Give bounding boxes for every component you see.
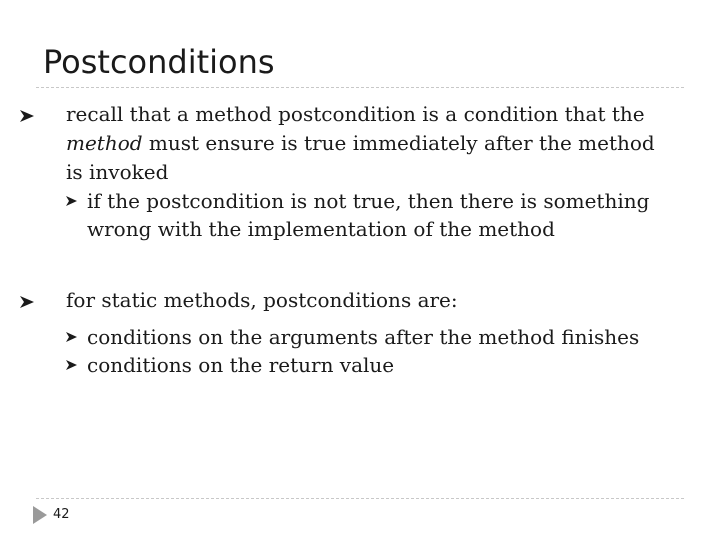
sub-bullet-item [87,323,677,351]
bullet-text-emphasis: method [66,131,143,155]
bullet-text: must ensure is true immediately after the method is invoked [66,131,655,184]
page-arrow-icon [33,506,47,524]
bullet-item [66,100,676,187]
sub-bullet-item [87,351,677,379]
footer-divider [36,498,684,499]
bullet-arrow-icon [66,196,77,206]
bullet-item [66,286,676,315]
page-number: 42 [53,507,70,522]
bullet-arrow-icon [66,332,77,342]
bullet-group-1 [0,100,720,243]
bullet-arrow-icon [66,360,77,370]
bullet-text: for static methods, postconditions are: [66,288,458,312]
sub-bullet-text: conditions on the arguments after the method finishes [87,325,640,349]
sub-bullet-item [87,187,677,243]
bullet-arrow-icon [20,110,34,122]
bullet-group-2 [0,286,720,379]
bullet-text: recall that a method postcondition is a condition that the [66,102,645,126]
page-title: Postconditions [43,43,275,81]
title-divider [36,87,684,88]
bullet-arrow-icon [20,296,34,308]
sub-bullet-text: if the postcondition is not true, then there is something wrong with the implementation of the method [87,189,650,241]
sub-bullet-text: conditions on the return value [87,353,395,377]
